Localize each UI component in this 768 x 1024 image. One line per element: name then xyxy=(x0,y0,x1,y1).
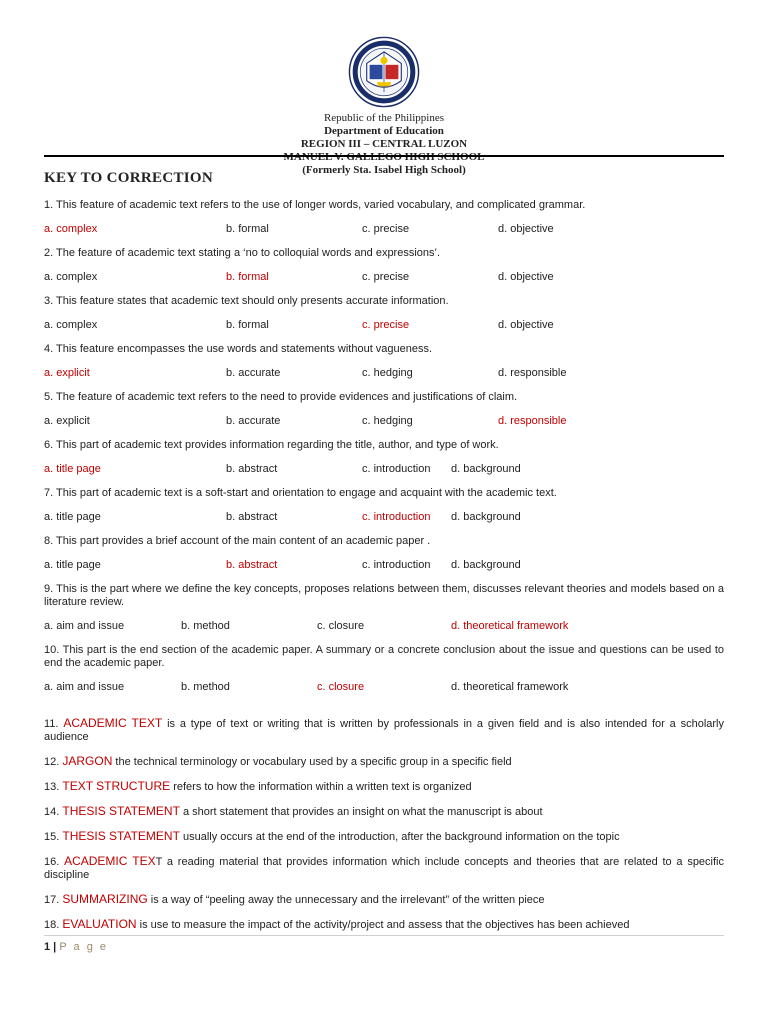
page-label: P a g e xyxy=(59,941,108,953)
option: d. objective xyxy=(498,223,554,235)
option: a. complex xyxy=(44,271,98,283)
question-options xyxy=(44,319,724,332)
question-text: 7. This part of academic text is a soft-start and orientation to engage and acquaint with the academic text. xyxy=(44,487,557,499)
correct-option: c. introduction xyxy=(362,511,431,523)
option: a. title page xyxy=(44,559,101,571)
option: d. theoretical framework xyxy=(451,681,569,693)
option: c. precise xyxy=(362,271,410,283)
question-text: 10. This part is the end section of the academic paper. A summary or a concrete conclusion about the issue and questions can be used to end the academic paper. xyxy=(44,644,724,669)
item-number: 13. xyxy=(44,781,60,793)
header-divider xyxy=(44,155,724,157)
option: a. aim and issue xyxy=(44,620,125,632)
correct-option: a. explicit xyxy=(44,367,90,379)
definition-text: refers to how the information within a written text is organized xyxy=(170,781,472,793)
option: d. background xyxy=(451,559,521,571)
correct-option: d. theoretical framework xyxy=(451,620,569,632)
question-text: 4. This feature encompasses the use words and statements without vagueness. xyxy=(44,343,433,355)
item-number: 18. xyxy=(44,919,60,931)
option: b. method xyxy=(181,620,230,632)
question-options xyxy=(44,511,724,524)
question-text: 3. This feature states that academic text should only presents accurate information. xyxy=(44,295,449,307)
option: b. accurate xyxy=(226,415,281,427)
option: b. formal xyxy=(226,223,269,235)
correct-option: b. formal xyxy=(226,271,269,283)
answer-term: SUMMARIZING xyxy=(62,892,148,906)
definition-text: T a reading material that provides information which include concepts and theories that are related to a specific discipline xyxy=(44,856,724,881)
correct-option: c. closure xyxy=(317,681,365,693)
item-number: 15. xyxy=(44,831,60,843)
option: b. abstract xyxy=(226,463,278,475)
question-text: 1. This feature of academic text refers to the use of longer words, varied vocabulary, and complicated grammar. xyxy=(44,199,586,211)
item-number: 17. xyxy=(44,894,60,906)
option: c. introduction xyxy=(362,559,431,571)
header-school: MANUEL V. GALLEGO HIGH SCHOOL xyxy=(283,151,485,163)
header-region: REGION III – CENTRAL LUZON xyxy=(300,138,468,150)
identification-item xyxy=(44,780,724,794)
answer-term: EVALUATION xyxy=(62,917,137,931)
question-text: 5. The feature of academic text refers to the need to provide evidences and justifications of claim. xyxy=(44,391,518,403)
answer-key xyxy=(44,199,724,943)
correct-option: a. title page xyxy=(44,463,101,475)
header-department: Department of Education xyxy=(324,125,444,137)
page-separator: | xyxy=(50,941,60,953)
multiple-choice-section xyxy=(44,199,724,694)
question-options xyxy=(44,367,724,380)
item-number: 12. xyxy=(44,756,60,768)
definition-text: usually occurs at the end of the introduction, after the background information on the topic xyxy=(179,831,620,843)
option: c. precise xyxy=(362,223,410,235)
question-text: 8. This part provides a brief account of the main content of an academic paper . xyxy=(44,535,431,547)
footer-divider xyxy=(44,935,724,936)
definition-text: is a way of “peeling away the unnecessary and the irrelevant” of the written piece xyxy=(147,894,545,906)
question-options xyxy=(44,463,724,476)
header-republic: Republic of the Philippines xyxy=(323,112,445,124)
question-text: 2. The feature of academic text stating a ‘no to colloquial words and expressions’. xyxy=(44,247,441,259)
option: d. objective xyxy=(498,271,554,283)
option: d. objective xyxy=(498,319,554,331)
option: a. explicit xyxy=(44,415,90,427)
option: b. method xyxy=(181,681,230,693)
question-text: 6. This part of academic text provides information regarding the title, author, and type of work. xyxy=(44,439,499,451)
answer-term: ACADEMIC TEXT xyxy=(63,716,163,730)
option: a. aim and issue xyxy=(44,681,125,693)
identification-item xyxy=(44,805,724,819)
identification-item xyxy=(44,830,724,844)
option: b. accurate xyxy=(226,367,281,379)
option: c. hedging xyxy=(362,415,413,427)
option: b. abstract xyxy=(226,511,278,523)
page-footer xyxy=(44,941,108,953)
header-former-name: (Formerly Sta. Isabel High School) xyxy=(302,164,466,176)
question-options xyxy=(44,559,724,572)
item-number: 11. xyxy=(44,718,59,730)
answer-term: JARGON xyxy=(62,754,113,768)
identification-item xyxy=(44,918,724,932)
answer-term: TEXT STRUCTURE xyxy=(62,779,171,793)
question-options xyxy=(44,620,724,633)
item-number: 16. xyxy=(44,856,60,868)
question-text: 9. This is the part where we define the key concepts, proposes relations between them, discusses relevant theories and models based on a literature review. xyxy=(44,583,724,608)
correct-option: b. abstract xyxy=(226,559,278,571)
identification-item xyxy=(44,855,724,882)
identification-item xyxy=(44,893,724,907)
answer-term: THESIS STATEMENT xyxy=(62,829,180,843)
option: a. complex xyxy=(44,319,98,331)
definition-text: a short statement that provides an insight on what the manuscript is about xyxy=(179,806,543,818)
page-number: 1 xyxy=(44,941,51,953)
identification-section xyxy=(44,717,724,932)
definition-text: the technical terminology or vocabulary used by a specific group in a specific field xyxy=(112,756,512,768)
definition-text: is use to measure the impact of the activity/project and assess that the objectives has been achieved xyxy=(136,919,630,931)
question-options xyxy=(44,271,724,284)
answer-term: THESIS STATEMENT xyxy=(62,804,180,818)
correct-option: a. complex xyxy=(44,223,98,235)
correct-option: d. responsible xyxy=(498,415,567,427)
deped-seal-icon xyxy=(348,36,420,108)
answer-term: ACADEMIC TEX xyxy=(64,854,156,868)
option: d. responsible xyxy=(498,367,567,379)
option: b. formal xyxy=(226,319,269,331)
option: c. hedging xyxy=(362,367,413,379)
correct-option: c. precise xyxy=(362,319,410,331)
identification-item xyxy=(44,755,724,769)
option: d. background xyxy=(451,511,521,523)
option: a. title page xyxy=(44,511,101,523)
item-number: 14. xyxy=(44,806,60,818)
question-options xyxy=(44,415,724,428)
option: c. introduction xyxy=(362,463,431,475)
page-title: KEY TO CORRECTION xyxy=(44,170,214,186)
identification-item xyxy=(44,717,724,744)
option: d. background xyxy=(451,463,521,475)
question-options xyxy=(44,223,724,236)
definition-text: is a type of text or writing that is written by professionals in a given field and is also intended for a scholarly audience xyxy=(44,718,725,743)
question-options xyxy=(44,681,724,694)
option: c. closure xyxy=(317,620,365,632)
